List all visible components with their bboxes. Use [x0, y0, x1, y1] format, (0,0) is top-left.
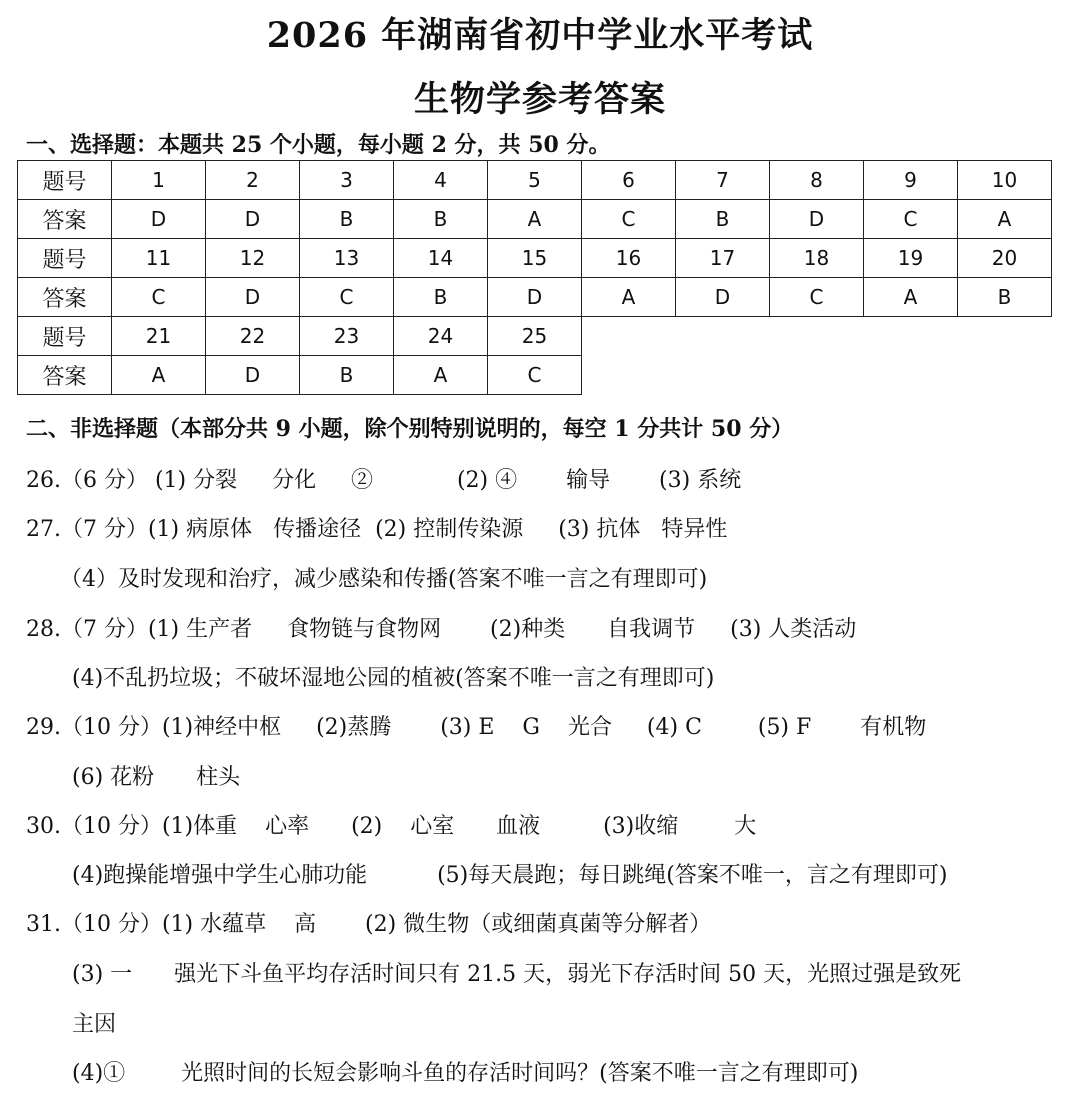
table-cell: D: [206, 200, 300, 239]
table-cell: A: [394, 356, 488, 395]
document-subtitle: 生物学参考答案: [413, 79, 666, 120]
table-row: [18, 200, 1052, 239]
table-row: [18, 161, 1052, 200]
table-cell: B: [676, 200, 770, 239]
table-cell: 24: [394, 317, 488, 356]
table-cell: 4: [394, 161, 488, 200]
table-cell: 22: [206, 317, 300, 356]
table-cell-empty: [958, 317, 1052, 356]
table-cell-empty: [864, 317, 958, 356]
table-cell-empty: [864, 356, 958, 395]
answer-line-30-4: (4)跑操能增强中学生心肺功能 (5)每天晨跑；每日跳绳(答案不唯一，言之有理即可): [72, 863, 948, 888]
answer-line-29-6: (6) 花粉 柱头: [72, 765, 241, 790]
section-heading-nonchoice: 二、非选择题（本部分共 9 小题，除个别特别说明的，每空 1 分共计 50 分）: [26, 416, 794, 442]
table-cell: 12: [206, 239, 300, 278]
table-cell: 1: [112, 161, 206, 200]
table-cell: 16: [582, 239, 676, 278]
table-cell: 13: [300, 239, 394, 278]
table-cell: 17: [676, 239, 770, 278]
table-cell: 3: [300, 161, 394, 200]
table-cell: 25: [488, 317, 582, 356]
table-cell: 10: [958, 161, 1052, 200]
answer-line-31: 31.（10 分）(1) 水蕴草 高 (2) 微生物（或细菌真菌等分解者）: [26, 912, 712, 937]
table-row: [18, 239, 1052, 278]
table-cell: 19: [864, 239, 958, 278]
table-cell: C: [488, 356, 582, 395]
table-row: [18, 317, 1052, 356]
table-cell: A: [488, 200, 582, 239]
answer-line-31-3: (3) 一 强光下斗鱼平均存活时间只有 21.5 天，弱光下存活时间 50 天，光照过强是致死: [72, 962, 962, 987]
table-cell: 11: [112, 239, 206, 278]
table-cell: C: [770, 278, 864, 317]
table-cell: 7: [676, 161, 770, 200]
table-cell: D: [112, 200, 206, 239]
answer-line-28-4: (4)不乱扔垃圾；不破坏湿地公园的植被(答案不唯一言之有理即可): [72, 666, 715, 691]
table-cell-empty: [958, 356, 1052, 395]
table-cell: B: [394, 278, 488, 317]
answer-table: [17, 160, 1052, 395]
table-cell: B: [394, 200, 488, 239]
table-cell: 答案: [18, 278, 112, 317]
table-cell: 20: [958, 239, 1052, 278]
table-cell: B: [958, 278, 1052, 317]
table-cell: D: [206, 278, 300, 317]
document-title: 2026 年湖南省初中学业水平考试: [266, 15, 814, 56]
answer-line-31-3-cont: 主因: [72, 1012, 117, 1037]
table-cell: 答案: [18, 200, 112, 239]
answer-line-28: 28.（7 分）(1) 生产者 食物链与食物网 (2)种类 自我调节 (3) 人类活动: [26, 617, 857, 642]
table-cell-empty: [582, 317, 676, 356]
table-row: [18, 278, 1052, 317]
table-cell: 14: [394, 239, 488, 278]
table-cell: B: [300, 356, 394, 395]
table-cell: C: [300, 278, 394, 317]
answer-line-30: 30.（10 分）(1)体重 心率 (2) 心室 血液 (3)收缩 大: [26, 814, 757, 839]
table-cell: C: [582, 200, 676, 239]
table-cell: C: [112, 278, 206, 317]
table-cell-empty: [676, 356, 770, 395]
answer-line-27: 27.（7 分）(1) 病原体 传播途径 (2) 控制传染源 (3) 抗体 特异性: [26, 517, 728, 542]
table-cell: A: [582, 278, 676, 317]
table-cell: 18: [770, 239, 864, 278]
table-cell: 23: [300, 317, 394, 356]
table-cell-empty: [770, 317, 864, 356]
table-cell: D: [676, 278, 770, 317]
table-row: [18, 356, 1052, 395]
table-cell: D: [488, 278, 582, 317]
answer-line-31-4: (4)① 光照时间的长短会影响斗鱼的存活时间吗？(答案不唯一言之有理即可): [72, 1061, 859, 1086]
answer-line-29: 29.（10 分）(1)神经中枢 (2)蒸腾 (3) E G 光合 (4) C (5) F 有机物: [26, 715, 927, 740]
table-cell-empty: [770, 356, 864, 395]
table-cell: A: [958, 200, 1052, 239]
answer-line-27-4: （4）及时发现和治疗，减少感染和传播(答案不唯一言之有理即可): [60, 567, 708, 592]
table-cell: 9: [864, 161, 958, 200]
table-cell: D: [770, 200, 864, 239]
table-cell: 15: [488, 239, 582, 278]
table-cell: 6: [582, 161, 676, 200]
table-cell: 题号: [18, 317, 112, 356]
table-cell: C: [864, 200, 958, 239]
answer-line-26: 26.（6 分） (1) 分裂 分化 ② (2) ④ 输导 (3) 系统: [26, 468, 742, 493]
table-cell: 8: [770, 161, 864, 200]
table-cell: A: [864, 278, 958, 317]
table-cell-empty: [582, 356, 676, 395]
table-cell: 5: [488, 161, 582, 200]
table-cell: 2: [206, 161, 300, 200]
table-cell: 21: [112, 317, 206, 356]
section-heading-choice: 一、选择题：本题共 25 个小题，每小题 2 分，共 50 分。: [26, 132, 611, 158]
table-cell: 题号: [18, 239, 112, 278]
table-cell: B: [300, 200, 394, 239]
table-cell: 题号: [18, 161, 112, 200]
table-cell: 答案: [18, 356, 112, 395]
table-cell: A: [112, 356, 206, 395]
table-cell-empty: [676, 317, 770, 356]
table-cell: D: [206, 356, 300, 395]
